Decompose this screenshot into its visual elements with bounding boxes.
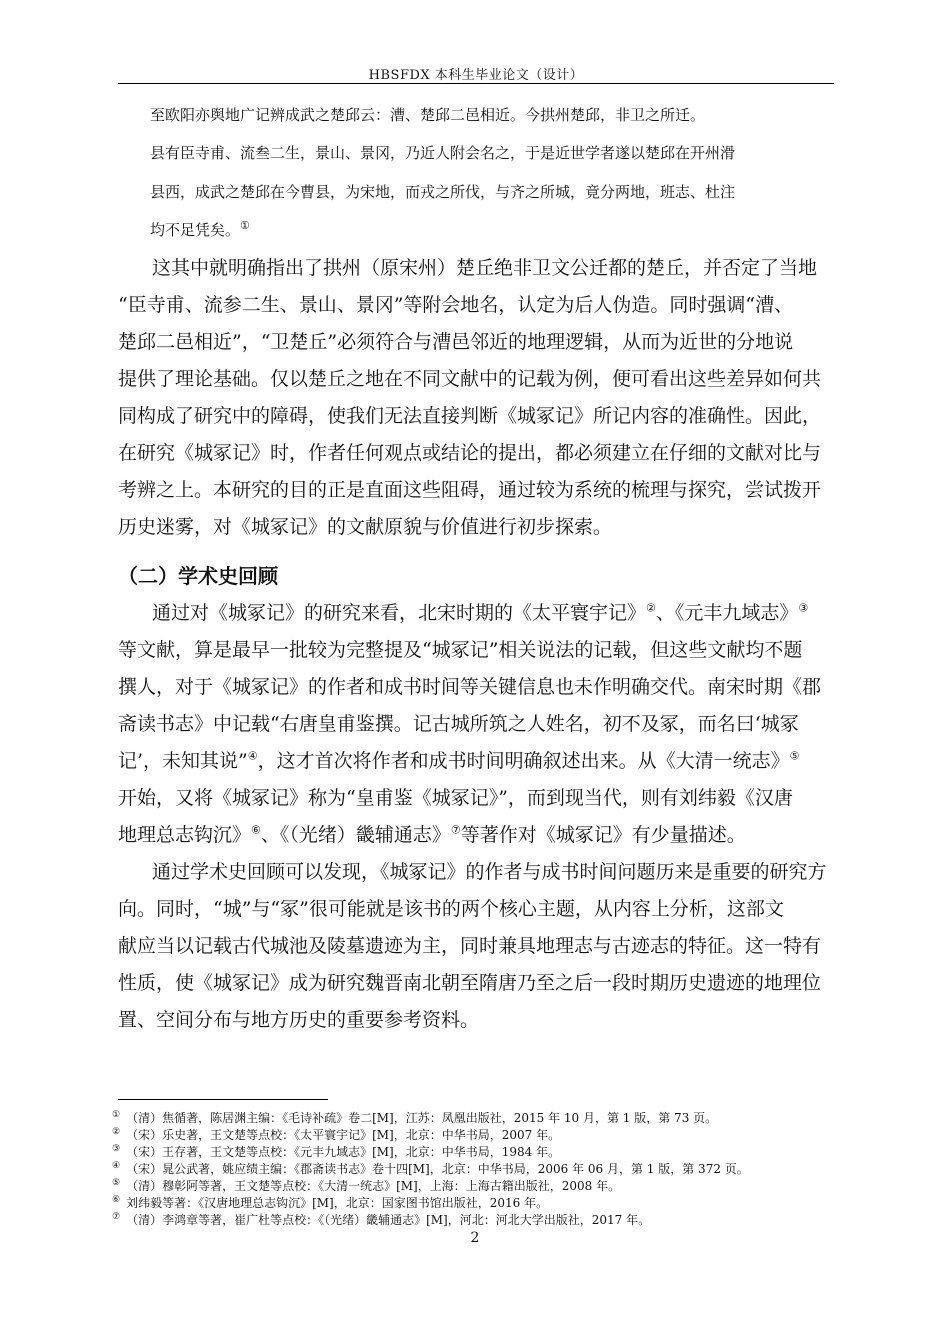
footnote-number: ⑦ xyxy=(112,1212,121,1222)
text-run: 等著作对《城冢记》有少量描述。 xyxy=(460,824,746,846)
footnote-text: （清）穆彰阿等著，王文楚等点校：《大清一统志》[M]，上海：上海古籍出版社，2008 年。 xyxy=(126,1179,621,1193)
paragraph-line: 这其中就明确指出了拱州（原宋州）楚丘绝非卫文公迁都的楚丘，并否定了当地 xyxy=(152,257,818,279)
footnote-ref: ② xyxy=(646,601,656,615)
paragraph-line: “臣寺甫、流参二生、景山、景冈”等附会地名，认定为后人伪造。同时强调“漕、 xyxy=(118,294,794,316)
quote-line: 至欧阳亦舆地广记辨成武之楚邱云：漕、楚邱二邑相近。今拱州楚邱，非卫之所迁。 xyxy=(150,106,706,124)
paragraph-line: 通过学术史回顾可以发现，《城冢记》的作者与成书时间问题历来是重要的研究方 xyxy=(152,861,827,883)
footnote xyxy=(112,1193,548,1211)
paragraph-line: 等文献，算是最早一批较为完整提及“城冢记”相关说法的记载，但这些文献均不题 xyxy=(118,639,803,661)
paragraph-line: 向。同时，“城”与“冢”很可能就是该书的两个核心主题，从内容上分析，这部文 xyxy=(118,898,784,920)
footnote-number: ③ xyxy=(112,1144,121,1154)
footnote-text: （宋）王存著，王文楚等点校：《元丰九域志》[M]，北京：中华书局，1984 年。 xyxy=(126,1145,561,1159)
paragraph-line xyxy=(152,601,872,625)
footnote xyxy=(112,1142,560,1160)
text-run: 通过对《城冢记》的研究来看，北宋时期的《太平寰宇记》 xyxy=(152,602,647,624)
page-number: 2 xyxy=(470,1230,480,1246)
paragraph-line: 考辨之上。本研究的目的正是直面这些阻碍，通过较为系统的梳理与探究，尝试拨开 xyxy=(118,479,822,501)
paragraph-line: 历史迷雾，对《城冢记》的文献原貌与价值进行初步探索。 xyxy=(118,516,613,538)
paragraph-line: 献应当以记载古代城池及陵墓遗迹为主，同时兼具地理志与古迹志的特征。这一特有 xyxy=(118,935,822,957)
paragraph-line: 在研究《城冢记》时，作者任何观点或结论的提出，都必须建立在仔细的文献对比与 xyxy=(118,442,822,464)
paragraph-line xyxy=(118,749,838,773)
footnote-ref: ① xyxy=(240,219,250,232)
footnote xyxy=(112,1159,749,1177)
text-run: 、《元丰九域志》 xyxy=(655,602,799,624)
footnote-number: ④ xyxy=(112,1161,121,1171)
paragraph-line xyxy=(118,823,838,847)
text-run: ，这才首次将作者和成书时间明确叙述出来。从《大清一统志》 xyxy=(257,750,790,772)
footnote-ref: ③ xyxy=(798,601,809,615)
footnote-ref: ⑥ xyxy=(251,823,261,837)
paragraph-line: 斋读书志》中记载“右唐皇甫鉴撰。记古城所筑之人姓名，初不及冢，而名曰‘城冢 xyxy=(118,713,799,735)
paragraph-line: 置、空间分布与地方历史的重要参考资料。 xyxy=(118,1009,480,1031)
quote-line-last xyxy=(150,221,840,239)
paragraph-line: 撰人，对于《城冢记》的作者和成书时间等关键信息也未作明确交代。南宋时期《郡 xyxy=(118,676,822,698)
footnote-text: （宋）乐史著，王文楚等点校：《太平寰宇记》[M]，北京：中华书局，2007 年。 xyxy=(126,1128,561,1142)
footnote xyxy=(112,1176,620,1194)
footnote-ref: ④ xyxy=(247,749,258,763)
quote-text: 均不足凭矣。 xyxy=(150,221,241,239)
section-heading: （二）学术史回顾 xyxy=(118,564,278,588)
paragraph-line: 提供了理论基础。仅以楚丘之地在不同文献中的记载为例，便可看出这些差异如何共 xyxy=(118,368,822,390)
quote-line: 县西，成武之楚邱在今曹县，为宋地，而戎之所伐，与齐之所城，竟分两地，班志、杜注 xyxy=(150,183,736,201)
footnote xyxy=(112,1210,650,1228)
footnote-number: ⑤ xyxy=(112,1178,121,1188)
page-header: HBSFDX 本科生毕业论文（设计） xyxy=(368,68,584,83)
paragraph-line: 同构成了研究中的障碍，使我们无法直接判断《城冢记》所记内容的准确性。因此， xyxy=(118,405,822,427)
footnote-number: ① xyxy=(112,1110,121,1120)
header-rule xyxy=(118,83,834,84)
footnote-text: （宋）晁公武著，姚应绩主编：《郡斋读书志》卷十四[M]，北京：中华书局，2006 年 06 月，第 1 版，第 372 页。 xyxy=(126,1162,749,1176)
footnote-text: （清）焦循著，陈居渊主编：《毛诗补疏》卷二[M]，江苏：凤凰出版社，2015 年 10 月，第 1 版，第 73 页。 xyxy=(126,1111,718,1125)
footnote-number: ⑥ xyxy=(112,1195,121,1205)
footnote-ref: ⑦ xyxy=(450,823,461,837)
footnote-separator xyxy=(118,1099,328,1100)
quote-line: 县有臣寺甫、流叁二生，景山、景冈，乃近人附会名之，于是近世学者遂以楚邱在开州滑 xyxy=(150,144,736,162)
footnote-text: 刘纬毅等著：《汉唐地理总志钩沉》[M]，北京：国家图书馆出版社，2016 年。 xyxy=(126,1196,549,1210)
text-run: 地理总志钩沉》 xyxy=(118,824,252,846)
paragraph-line: 性质，使《城冢记》成为研究魏晋南北朝至隋唐乃至之后一段时期历史遗迹的地理位 xyxy=(118,972,822,994)
footnote xyxy=(112,1125,560,1143)
paragraph-line: 楚邱二邑相近”，“卫楚丘”必须符合与漕邑邻近的地理逻辑，从而为近世的分地说 xyxy=(118,331,794,353)
footnote-text: （清）李鸿章等著，崔广杜等点校：《（光绪）畿辅通志》[M]，河北：河北大学出版社，2017 年。 xyxy=(126,1213,651,1227)
text-run: 记’，未知其说” xyxy=(118,750,248,772)
paragraph-line: 开始，又将《城冢记》称为“皇甫鉴《城冢记》”，而到现当代，则有刘纬毅《汉唐 xyxy=(118,787,793,809)
footnote-ref: ⑤ xyxy=(789,749,800,763)
footnote-number: ② xyxy=(112,1127,121,1137)
footnote xyxy=(112,1108,717,1126)
text-run: 、《（光绪）畿辅通志》 xyxy=(260,824,451,846)
